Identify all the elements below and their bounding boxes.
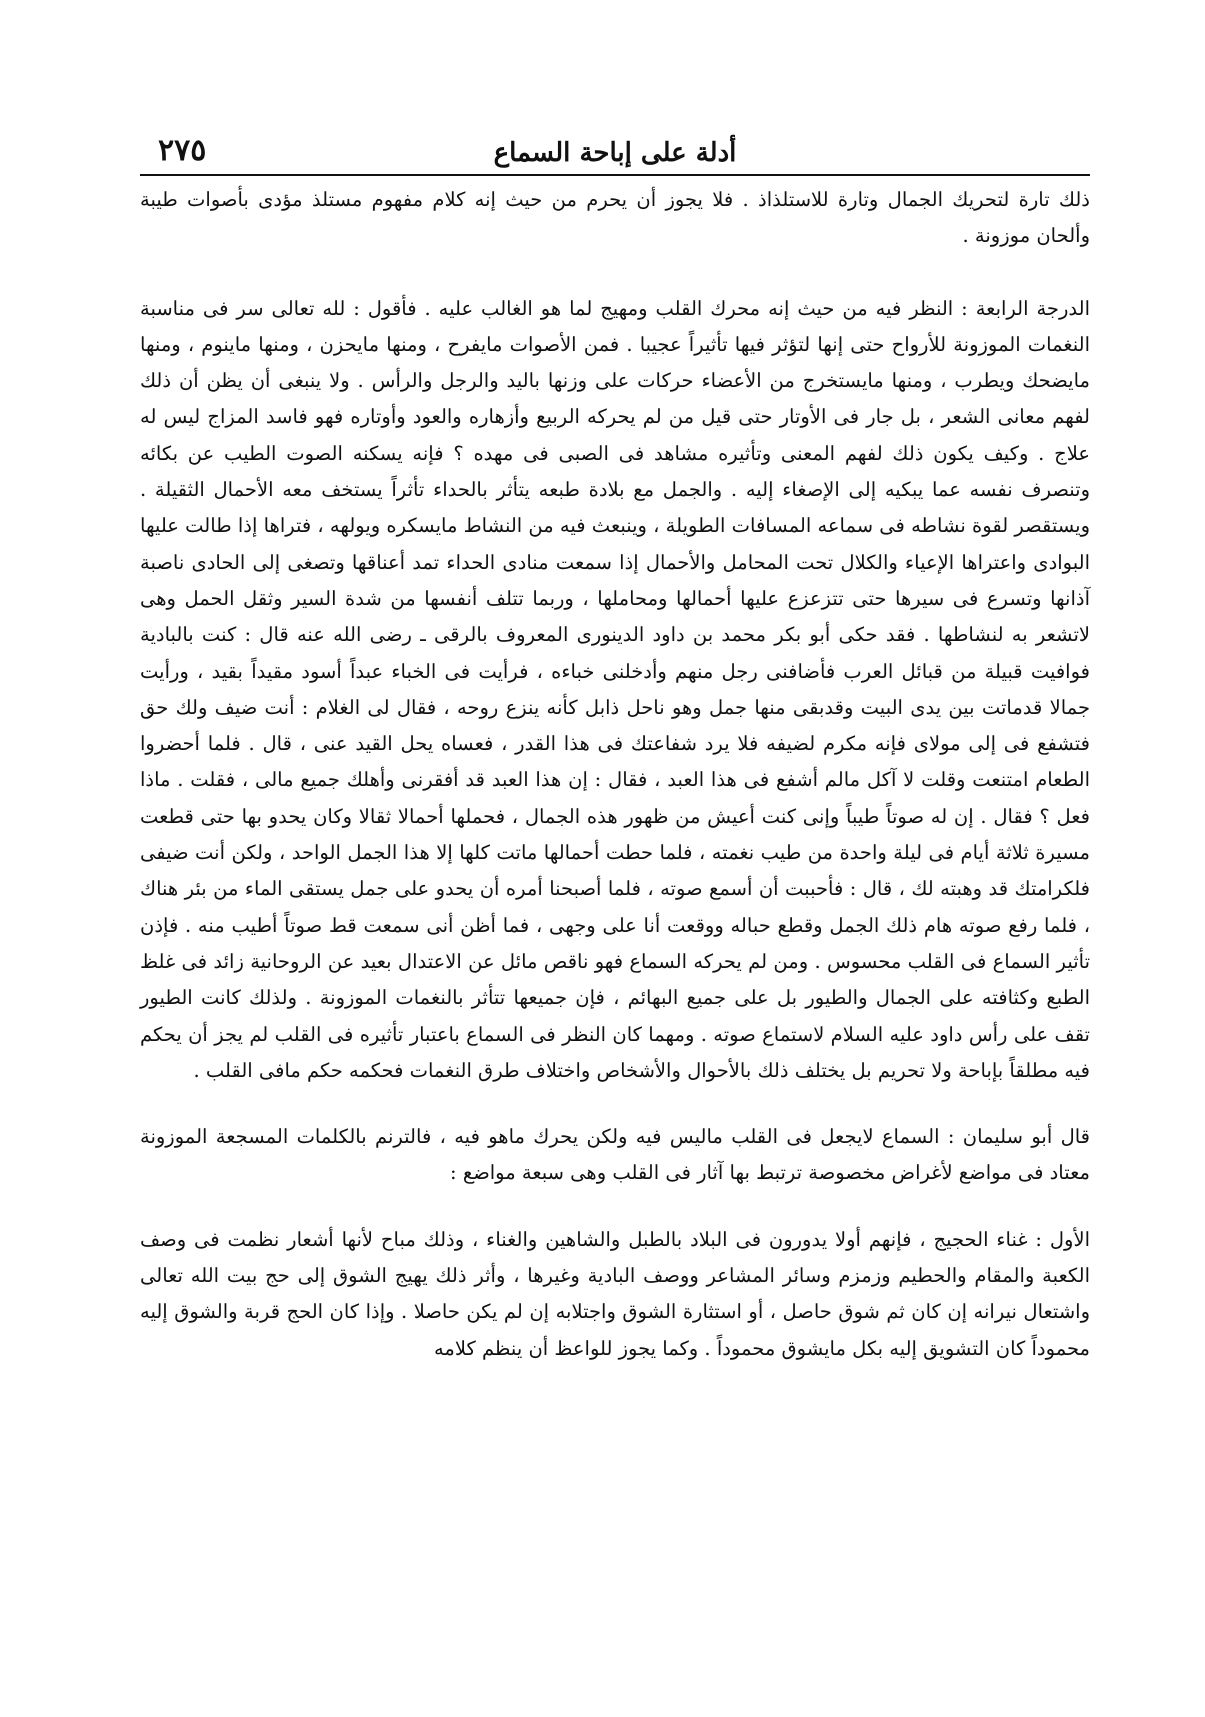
paragraph-fourth-degree: الدرجة الرابعة : النظر فيه من حيث إنه محرك القلب ومهيج لما هو الغالب عليه . فأقول : لله تعالى سر فى مناسبة النغمات الموزونة للأرواح حتى إنها لتؤثر فيها تأثيراً عجيبا . فمن الأصوات مايفرح ، ومنها مايحزن ، ومنها ماينوم ، ومنها مايضحك ويطرب ، ومنها مايستخرج من الأعضاء حركات على وزنها باليد والرجل والرأس . ولا ينبغى أن يظن أن ذلك لفهم معانى الشعر ، بل جار فى الأوتار حتى قيل من لم يحركه الربيع وأزهاره والعود وأوتاره فهو فاسد المزاج ليس له علاج . وكيف يكون ذلك لفهم المعنى وتأثيره مشاهد فى الصبى فى مهده ؟ فإنه يسكنه الصوت الطيب عن بكائه وتنصرف نفسه عما يبكيه إلى الإصغاء إليه . والجمل مع بلادة طبعه يتأثر بالحداء تأثراً يستخف معه الأحمال الثقيلة . ويستقصر لقوة نشاطه فى سماعه المسافات الطويلة ، وينبعث فيه من النشاط مايسكره ويولهه ، فتراها إذا طالت عليها البوادى واعتراها الإعياء والكلال تحت المحامل والأحمال إذا سمعت منادى الحداء تمد أعناقها وتصغى إلى الحادى ناصبة آذانها وتسرع فى سيرها حتى تتزعزع عليها أحمالها ومحاملها ، وربما تتلف أنفسها من شدة السير وثقل الحمل وهى لاتشعر به لنشاطها . فقد حكى أبو بكر محمد بن داود الدينورى المعروف بالرقى ـ رضى الله عنه قال : كنت بالبادية فوافيت قبيلة من قبائل العرب فأضافنى رجل منهم وأدخلنى خباءه ، فرأيت فى الخباء عبداً أسود مقيداً بقيد ، ورأيت جمالا قدماتت بين يدى البيت وقدبقى منها جمل وهو ناحل ذابل كأنه ينزع روحه ، فقال لى الغلام : أنت ضيف ولك حق فتشفع فى إلى مولاى فإنه مكرم لضيفه فلا يرد شفاعتك فى هذا القدر ، فعساه يحل القيد عنى ، قال . فلما أحضروا الطعام امتنعت وقلت لا آكل مالم أشفع فى هذا العبد ، فقال : إن هذا العبد قد أفقرنى وأهلك جميع مالى ، فقلت . ماذا فعل ؟ فقال . إن له صوتاً طيباً وإنى كنت أعيش من ظهور هذه الجمال ، فحملها أحمالا ثقالا وكان يحدو بها حتى قطعت مسيرة ثلاثة أيام فى ليلة واحدة من طيب نغمته ، فلما حطت أحمالها ماتت كلها إلا هذا الجمل الواحد ، ولكن أنت ضيفى فلكرامتك قد وهبته لك ، قال : فأحببت أن أسمع صوته ، فلما أصبحنا أمره أن يحدو على جمل يستقى الماء من بئر هناك ، فلما رفع صوته هام ذلك الجمل وقطع حباله ووقعت أنا على وجهى ، فما أظن أنى سمعت قط صوتاً أطيب منه . فإذن تأثير السماع فى القلب محسوس . ومن لم يحركه السماع فهو ناقص مائل عن الاعتدال بعيد عن الروحانية زائد فى غلظ الطبع وكثافته على الجمال والطيور بل على جميع البهائم ، فإن جميعها تتأثر بالنغمات الموزونة . ولذلك كانت الطيور تقف على رأس داود عليه السلام لاستماع صوته . ومهما كان النظر فى السماع باعتبار تأثيره فى القلب لم يجز أن يحكم فيه مطلقاً بإباحة ولا تحريم بل يختلف ذلك بالأحوال والأشخاص واختلاف طرق النغمات فحكمه حكم مافى القلب .: [140, 296, 1090, 1082]
running-title: أدلة على إباحة السماع: [493, 138, 737, 168]
header-rule: [140, 174, 1090, 176]
paragraph-continuation: ذلك تارة لتحريك الجمال وتارة للاستلذاذ . فلا يجوز أن يحرم من حيث إنه كلام مفهوم مستلذ مؤدى بأصوات طيبة وألحان موزونة .: [140, 188, 1090, 248]
page-number: ٢٧٥: [158, 133, 207, 168]
paragraph-abu-sulayman: قال أبو سليمان : السماع لايجعل فى القلب ماليس فيه ولكن يحرك ماهو فيه ، فالترنم بالكلمات المسجعة الموزونة معتاد فى مواضع لأغراض مخصوصة ترتبط بها آثار فى القلب وهى سبعة مواضع :: [140, 1125, 1090, 1185]
book-page: [140, 128, 1090, 1367]
paragraph-first-place: الأول : غناء الحجيج ، فإنهم أولا يدورون فى البلاد بالطبل والشاهين والغناء ، وذلك مباح لأنها أشعار نظمت فى وصف الكعبة والمقام والحطيم وزمزم وسائر المشاعر ووصف البادية وغيرها ، وأثر ذلك يهيج الشوق إلى حج بيت الله تعالى واشتعال نيرانه إن كان ثم شوق حاصل ، أو استثارة الشوق واجتلابه إن لم يكن حاصلا . وإذا كان الحج قربة والشوق إليه محموداً كان التشويق إليه بكل مايشوق محموداً . وكما يجوز للواعظ أن ينظم كلامه: [140, 1227, 1090, 1360]
page-header: [140, 128, 1090, 172]
